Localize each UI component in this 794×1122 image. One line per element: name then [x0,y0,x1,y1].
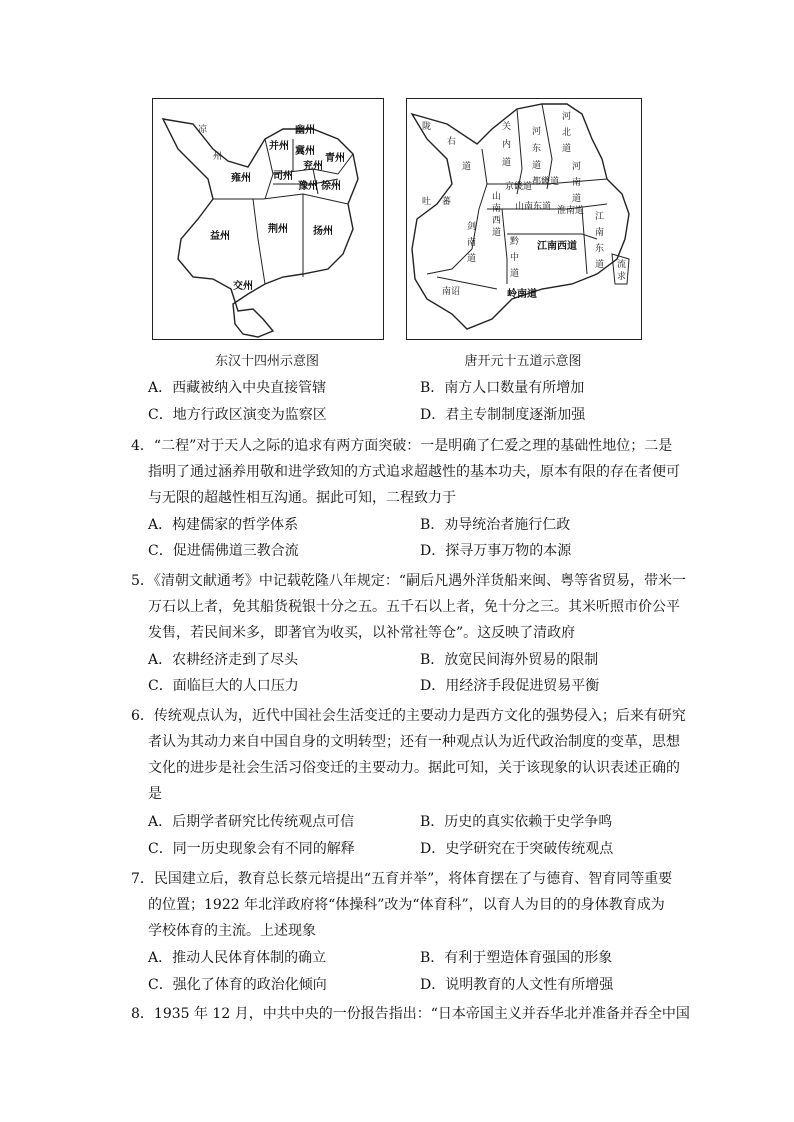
map-label-nan-3: 南 [467,238,477,248]
map-label-jingzhou: 荆州 [268,224,288,235]
q4-option-a: A．构建儒家的哲学体系 [148,517,299,533]
q4-stem-line-1: 4．“二程”对于天人之际的追求有两方面突破：一是明确了仁爱之理的基础性地位；二是 [131,438,673,454]
map-label-dao-2: 道 [502,158,512,168]
q4-option-d: D．探寻万事万物的本源 [420,543,572,559]
q6-option-b: B．历史的真实依赖于史学争鸣 [420,814,613,830]
map-label-yongzhou: 雍州 [231,173,251,184]
map-label-qian: 黔 [510,237,520,247]
map-label-he-2: 河 [562,112,572,122]
map-label-liang-zhou: 州 [213,152,223,162]
map-label-dao-7: 道 [467,254,477,264]
q6-stem-line-3: 文化的进步是社会生活习俗变迁的主要动力。据此可知，关于该现象的认识表述正确的 [148,760,680,776]
map-label-dao-9: 道 [595,260,605,270]
map-label-liu: 流 [617,260,627,270]
map-label-nanzhao: 南诏 [442,287,461,297]
map-label-bingzhou: 并州 [269,141,289,152]
map-label-youzhou: 幽州 [295,125,315,136]
map-label-yizhou: 益州 [210,231,230,242]
q6-stem-line-4: 是 [148,786,162,802]
map-label-xi: 西 [492,216,502,226]
map-label-qingzhou: 青州 [325,153,345,164]
map-label-long: 陇 [422,122,432,132]
map-label-zhong: 中 [510,253,520,263]
map-label-shan-1: 山 [492,192,502,202]
q7-option-a: A．推动人民体育体制的确立 [148,950,327,966]
q7-stem-line-2: 的位置；1922 年北洋政府将“体操科”改为“体育科”，以育人为目的的身体教育成为 [148,897,665,913]
q6-option-a: A．后期学者研究比传统观点可信 [148,814,355,830]
q5-stem-line-1: 5．《清朝文献通考》中记载乾隆八年规定：“嗣后凡遇外洋货船来闽、粤等省贸易，带米一 [131,573,687,589]
map-label-jiangnan-xi: 江南西道 [537,241,577,252]
map-label-bei: 北 [562,128,572,138]
map-label-he-3: 河 [572,162,582,172]
map-label-dao-1: 道 [462,162,472,172]
map-label-dao-4: 道 [562,144,572,154]
q4-option-c: C．促进儒佛道三教合流 [148,543,299,559]
map-label-liang: 凉 [198,125,208,135]
map-eastern-han [152,98,384,340]
q4-option-b: B．劝导统治者施行仁政 [420,517,571,533]
q7-option-b: B．有利于塑造体育强国的形象 [420,950,613,966]
q6-option-c: C．同一历史现象会有不同的解释 [148,841,355,857]
q6-stem-line-1: 6．传统观点认为，近代中国社会生活变迁的主要动力是西方文化的强势侵入；后来有研究 [131,708,686,724]
map-label-duji: 都畿道 [532,177,560,187]
map-label-sizhou: 司州 [273,171,293,182]
map-label-bo: 蕃 [442,197,452,207]
map-label-huainan: 淮南道 [557,206,585,216]
q5-stem-line-2: 万石以上者，免其船货税银十分之五。五千石以上者，免十分之三。其米听照市价公平 [148,599,680,615]
q7-stem-line-3: 学校体育的主流。上述现象 [148,923,316,939]
q5-stem-line-3: 发售，若民间米多，即著官为收买，以补常社等仓”。这反映了清政府 [148,625,576,641]
q7-option-d: D．说明教育的人文性有所增强 [420,977,614,993]
map-right-caption: 唐开元十五道示意图 [464,354,582,369]
map-label-nan-2: 南 [492,204,502,214]
map-label-you: 右 [447,137,457,147]
q3-option-a: A．西藏被纳入中央直接管辖 [148,380,327,396]
map-label-dong-2: 东 [595,244,605,254]
map-label-lingnan: 岭南道 [507,289,537,300]
map-label-dong-1: 东 [532,144,542,154]
q3-option-c: C．地方行政区演变为监察区 [148,407,327,423]
map-label-qiu: 求 [617,272,627,282]
q5-option-a: A．农耕经济走到了尽头 [148,652,299,668]
map-label-nan-4: 南 [595,228,605,238]
map-label-nei: 内 [502,140,512,150]
q6-option-d: D．史学研究在于突破传统观点 [420,841,614,857]
map-label-jingji: 京畿道 [505,182,533,192]
q8-stem-line-1: 8．1935 年 12 月，中共中央的一份报告指出：“日本帝国主义并吞华北并准备并吞全中国 [131,1006,690,1022]
q5-option-d: D．用经济手段促进贸易平衡 [420,678,600,694]
q5-option-b: B．放宽民间海外贸易的限制 [420,652,599,668]
map-label-dao-3: 道 [532,161,542,171]
map-label-jian: 剑 [467,222,477,232]
map-label-guan: 关 [502,122,512,132]
q6-stem-line-2: 者认为其动力来自中国自身的文明转型；还有一种观点认为近代政治制度的变革，思想 [148,734,680,750]
q5-option-c: C．面临巨大的人口压力 [148,678,299,694]
map-label-dao-5: 道 [572,194,582,204]
map-label-he-1: 河 [532,127,542,137]
q7-option-c: C．强化了体育的政治化倾向 [148,977,327,993]
map-tang-kaiyuan-drawing [407,99,641,339]
map-label-jiaozhou: 交州 [233,281,253,292]
map-label-shannan-dong: 山南东道 [515,202,552,212]
map-label-jiang: 江 [595,212,605,222]
map-left-caption: 东汉十四州示意图 [214,354,319,369]
map-label-dao-6: 道 [492,228,502,238]
q3-option-d: D．君主专制制度逐渐加强 [420,407,586,423]
map-label-yangzhou: 扬州 [313,226,333,237]
map-tang-kaiyuan [406,98,642,340]
map-label-nan-1: 南 [572,178,582,188]
map-label-yanzhou: 兖州 [303,161,323,172]
map-label-jizhou: 冀州 [295,146,315,157]
map-label-dao-8: 道 [510,269,520,279]
q4-stem-line-3: 与无限的超越性相互沟通。据此可知，二程致力于 [148,490,456,506]
map-label-xuzhou: 徐州 [321,181,341,192]
q7-stem-line-1: 7．民国建立后，教育总长蔡元培提出“五育并举”，将体育摆在了与德育、智育同等重要 [131,871,673,887]
q3-option-b: B．南方人口数量有所增加 [420,380,585,396]
q4-stem-line-2: 指明了通过涵养用敬和进学致知的方式追求超越性的基本功夫，原本有限的存在者便可 [148,464,680,480]
map-label-yuzhou: 豫州 [298,181,318,192]
map-label-tu: 吐 [422,197,432,207]
map-eastern-han-drawing [153,99,383,339]
